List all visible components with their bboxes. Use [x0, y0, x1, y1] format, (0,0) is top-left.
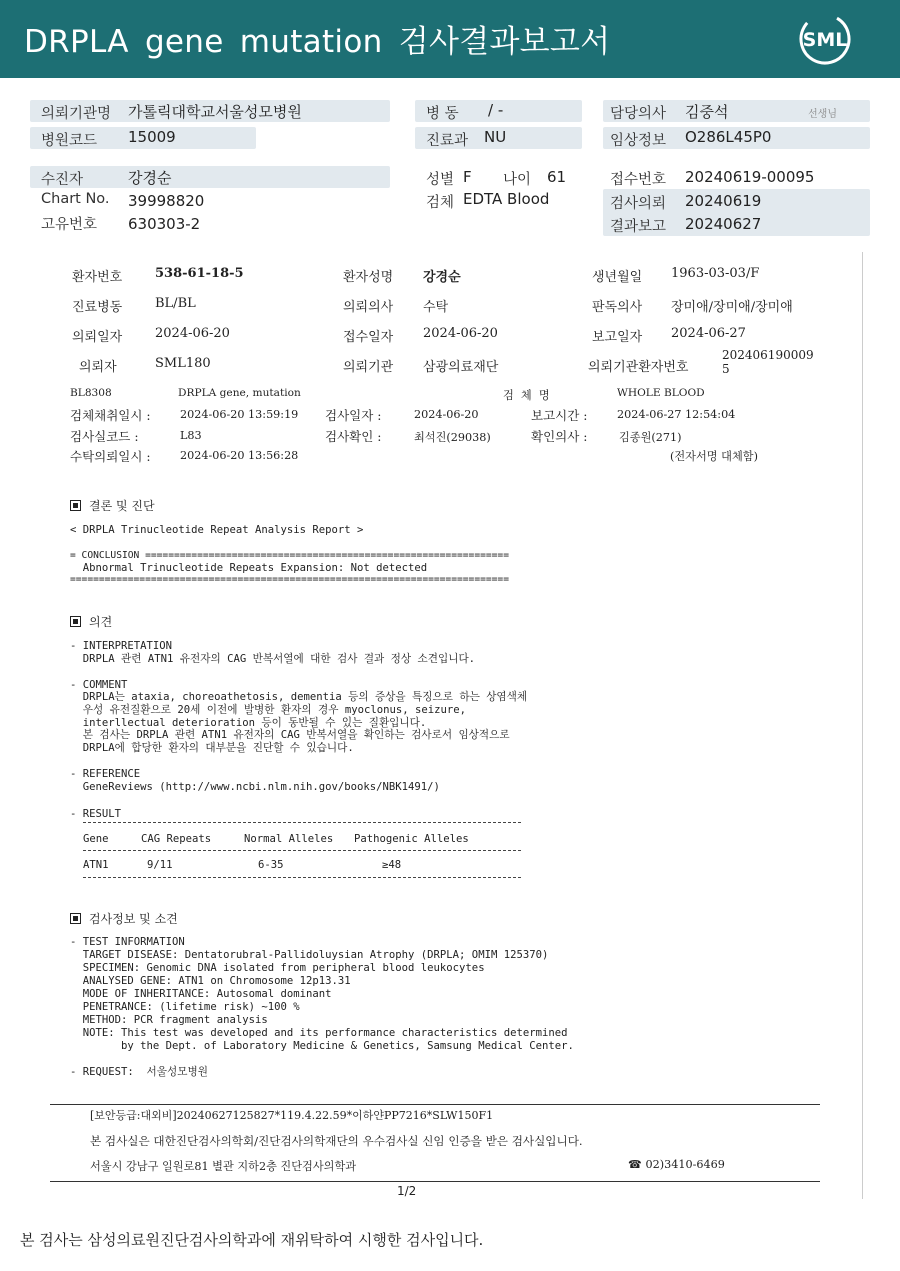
- table-header: Normal Alleles: [244, 833, 334, 845]
- patient-value: 삼광의료재단: [423, 360, 499, 375]
- test-date-value: 2024-06-20: [414, 408, 479, 421]
- scan-edge: [862, 252, 863, 1199]
- value-chart-no: 39998820: [128, 192, 205, 210]
- value-examinee: 강경순: [128, 169, 172, 187]
- confirm-label: 검사확인 :: [325, 429, 382, 444]
- patient-label: 보고일자: [592, 330, 643, 345]
- result-heading: - RESULT: [70, 808, 122, 820]
- patient-value: 강경순: [423, 270, 461, 285]
- patient-value: 202406190009: [722, 348, 814, 362]
- report-subtitle: < DRPLA Trinucleotide Repeat Analysis Report >: [70, 524, 364, 536]
- info-bar: [30, 166, 390, 188]
- comment-line: 우성 유전질환으로 20세 이전에 발병한 환자의 경우 myoclonus, seizure,: [70, 704, 467, 716]
- label-specimen: 검체: [426, 195, 455, 211]
- interpretation-text: DRPLA 관련 ATN1 유전자의 CAG 반복서열에 대한 검사 결과 정상 소견입니다.: [70, 653, 476, 665]
- footer-note: 본 검사는 삼성의료원진단검사의학과에 재위탁하여 시행한 검사입니다.: [20, 1231, 484, 1249]
- label-receipt-no: 접수번호: [610, 172, 667, 188]
- value-specimen: EDTA Blood: [463, 190, 550, 208]
- label-unique-no: 고유번호: [41, 217, 98, 233]
- table-cell: ATN1: [83, 859, 109, 871]
- patient-value: 538-61-18-5: [155, 266, 244, 281]
- footer-rule: [50, 1104, 820, 1105]
- doctor-label: 확인의사 :: [531, 429, 588, 444]
- patient-value: SML180: [155, 356, 211, 371]
- patient-value: 2024-06-27: [671, 326, 746, 341]
- conclusion-line: ============================================================================: [70, 574, 509, 585]
- label-department: 진료과: [426, 133, 469, 149]
- collect-value: 2024-06-20 13:59:19: [180, 408, 299, 421]
- footer-rule: [50, 1181, 820, 1182]
- patient-value: 1963-03-03/F: [671, 266, 760, 281]
- section-conclusion-title: 결론 및 진단: [70, 497, 155, 514]
- label-age: 나이: [503, 172, 532, 188]
- test-info-line: ANALYSED GENE: ATN1 on Chromosome 12p13.31: [70, 975, 351, 987]
- section-bullet-icon: [70, 500, 81, 511]
- patient-label: 생년월일: [592, 270, 643, 285]
- lab-code-label: 검사실코드 :: [70, 429, 139, 444]
- patient-label: 의뢰기관: [343, 360, 394, 375]
- lab-code-value: L83: [180, 429, 202, 442]
- doctor-value: 김종원(271): [619, 431, 682, 444]
- value-physician: 김중석: [685, 103, 729, 121]
- conclusion-text: Abnormal Trinucleotide Repeats Expansion: Not detected: [70, 562, 428, 574]
- phone-line: ☎ 02)3410-6469: [628, 1158, 725, 1171]
- label-chart-no: Chart No.: [41, 191, 110, 207]
- request-line: - REQUEST: 서울성모병원: [70, 1066, 208, 1078]
- value-clinical-info: O286L45P0: [685, 128, 772, 146]
- label-hospital-code: 병원코드: [41, 133, 98, 149]
- value-requesting-institution: 가톨릭대학교서울성모병원: [128, 103, 302, 121]
- test-info-line: - TEST INFORMATION: [70, 936, 185, 948]
- patient-label: 접수일자: [343, 330, 394, 345]
- reference-heading: - REFERENCE: [70, 768, 141, 780]
- patient-value: 장미애/장미애/장미애: [671, 300, 793, 315]
- label-physician: 담당의사: [610, 106, 667, 122]
- value-sex: F: [463, 168, 472, 186]
- outsource-value: 2024-06-20 13:56:28: [180, 449, 299, 462]
- value-department: NU: [484, 128, 507, 146]
- test-info-line: METHOD: PCR fragment analysis: [70, 1014, 268, 1026]
- security-line: [보안등급:대외비]20240627125827*119.4.22.59*이하얀PP7216*SLW150F1: [90, 1109, 494, 1122]
- patient-value-tail: 5: [722, 362, 730, 376]
- page-number: 1/2: [397, 1184, 417, 1198]
- section-opinion-title: 의견: [70, 613, 112, 630]
- section-bullet-icon: [70, 616, 81, 627]
- test-code: BL8308: [70, 387, 112, 399]
- value-ward: / -: [488, 101, 504, 119]
- patient-value: 2024-06-20: [423, 326, 498, 341]
- test-info-line: SPECIMEN: Genomic DNA isolated from peripheral blood leukocytes: [70, 962, 485, 974]
- comment-heading: - COMMENT: [70, 679, 128, 691]
- patient-label: 의뢰일자: [72, 330, 123, 345]
- patient-label: 진료병동: [72, 300, 123, 315]
- value-receipt-no: 20240619-00095: [685, 168, 815, 186]
- specimen-value: WHOLE BLOOD: [617, 387, 705, 399]
- comment-line: interllectual deterioration 등이 동반될 수 있는 질환입니다.: [70, 717, 427, 729]
- confirm-value: 최석진(29038): [414, 431, 491, 444]
- esign-note: (전자서명 대체함): [670, 450, 758, 463]
- patient-label: 의뢰기관환자번호: [588, 360, 689, 375]
- collect-label: 검체채취일시 :: [70, 408, 151, 423]
- label-ward: 병 동: [426, 106, 459, 122]
- patient-value: 2024-06-20: [155, 326, 230, 341]
- test-name: DRPLA gene, mutation: [178, 387, 301, 399]
- patient-label: 판독의사: [592, 300, 643, 315]
- table-cell: ≥48: [382, 859, 402, 871]
- label-result-report: 결과보고: [610, 219, 667, 235]
- label-examinee: 수진자: [41, 172, 84, 188]
- patient-label: 의뢰의사: [343, 300, 394, 315]
- patient-label: 환자번호: [72, 270, 123, 285]
- label-test-request: 검사의뢰: [610, 196, 667, 212]
- sml-logo-text: SML: [802, 29, 848, 51]
- sml-logo: [794, 12, 856, 66]
- reference-text: GeneReviews (http://www.ncbi.nlm.nih.gov/books/NBK1491/): [70, 781, 440, 793]
- section-test-info-title: 검사정보 및 소견: [70, 910, 178, 927]
- report-title: DRPLA gene mutation 검사결과보고서: [24, 24, 611, 60]
- physician-suffix: 선생님: [808, 109, 837, 120]
- table-rule: [83, 877, 521, 878]
- test-info-line: MODE OF INHERITANCE: Autosomal dominant: [70, 988, 332, 1000]
- comment-line: DRPLA는 ataxia, choreoathetosis, dementia 등의 증상을 특징으로 하는 상염색체: [70, 691, 528, 703]
- section-bullet-icon: [70, 913, 81, 924]
- table-cell: 9/11: [147, 859, 173, 871]
- test-info-line: TARGET DISEASE: Dentatorubral-Pallidoluysian Atrophy (DRPLA; OMIM 125370): [70, 949, 549, 961]
- table-cell: 6-35: [258, 859, 284, 871]
- report-time-label: 보고시간 :: [531, 408, 588, 423]
- test-info-line: by the Dept. of Laboratory Medicine & Genetics, Samsung Medical Center.: [70, 1040, 574, 1052]
- report-time-value: 2024-06-27 12:54:04: [617, 408, 736, 421]
- test-info-line: PENETRANCE: (lifetime risk) ~100 %: [70, 1001, 300, 1013]
- table-header: Pathogenic Alleles: [354, 833, 469, 845]
- report-header: [0, 0, 900, 78]
- table-rule: [83, 850, 521, 851]
- value-test-request: 20240619: [685, 192, 762, 210]
- specimen-label: 검 체 명: [503, 389, 550, 402]
- certification-line: 본 검사실은 대한진단검사의학회/진단검사의학재단의 우수검사실 신임 인증을 받은 검사실입니다.: [90, 1134, 583, 1148]
- value-unique-no: 630303-2: [128, 215, 201, 233]
- patient-value: BL/BL: [155, 296, 196, 311]
- test-date-label: 검사일자 :: [325, 408, 382, 423]
- label-sex: 성별: [426, 172, 455, 188]
- value-result-report: 20240627: [685, 215, 762, 233]
- value-hospital-code: 15009: [128, 128, 176, 146]
- conclusion-line: = CONCLUSION ===============================================================: [70, 550, 509, 561]
- patient-value: 수탁: [423, 300, 449, 315]
- patient-label: 환자성명: [343, 270, 394, 285]
- value-age: 61: [547, 168, 567, 186]
- comment-line: DRPLA에 합당한 환자의 대부분을 진단할 수 있습니다.: [70, 742, 354, 754]
- test-info-line: NOTE: This test was developed and its performance characteristics determined: [70, 1027, 568, 1039]
- comment-line: 본 검사는 DRPLA 관련 ATN1 유전자의 CAG 반복서열을 확인하는 검사로서 임상적으로: [70, 729, 510, 741]
- table-header: Gene: [83, 833, 109, 845]
- address-line: 서울시 강남구 일원로81 별관 지하2층 진단검사의학과: [90, 1160, 357, 1173]
- label-requesting-institution: 의뢰기관명: [41, 106, 112, 122]
- table-header: CAG Repeats: [141, 833, 212, 845]
- table-rule: [83, 822, 521, 823]
- outsource-label: 수탁의뢰일시 :: [70, 449, 151, 464]
- patient-label: 의뢰자: [79, 360, 117, 375]
- label-clinical-info: 임상정보: [610, 133, 667, 149]
- interpretation-heading: - INTERPRETATION: [70, 640, 173, 652]
